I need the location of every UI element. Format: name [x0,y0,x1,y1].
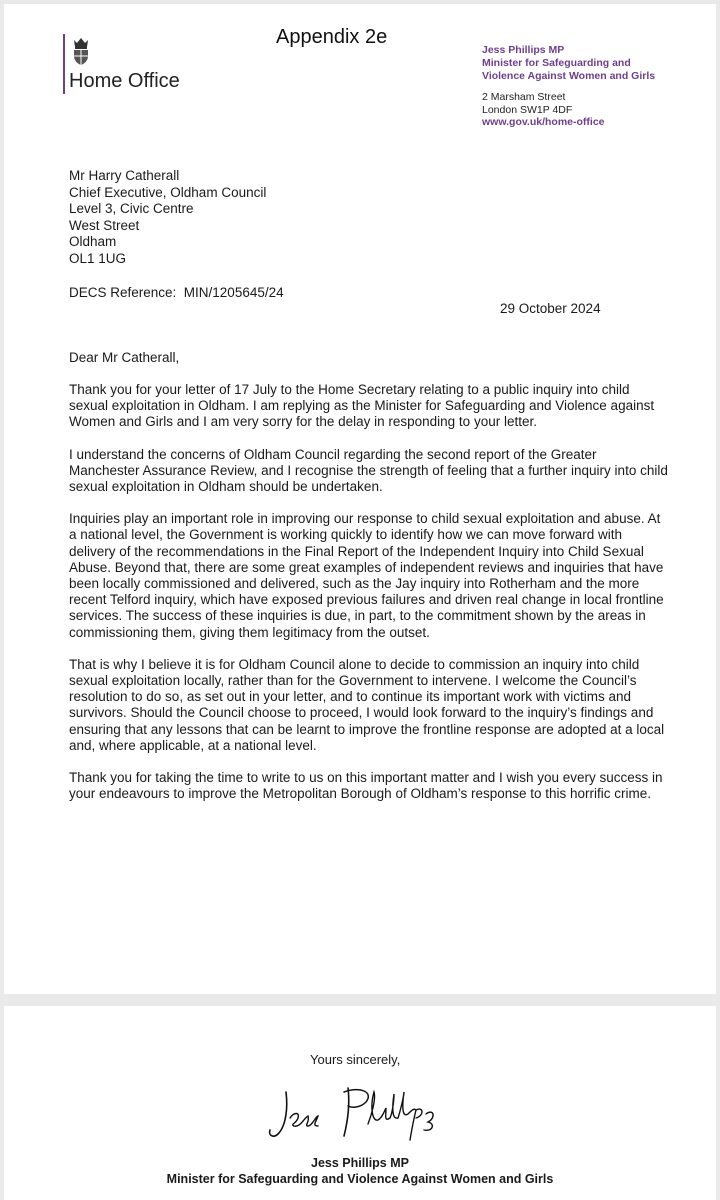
minister-name: Jess Phillips MP [482,44,565,56]
letter-date: 29 October 2024 [500,301,601,316]
address-line2: London SW1P 4DF [482,103,573,116]
signatory-title: Minister for Safeguarding and Violence Against Women and Girls [166,1172,554,1186]
minister-title-line2: Violence Against Women and Girls [482,70,656,82]
body-paragraph: Thank you for your letter of 17 July to the Home Secretary relating to a public inquiry into child sexual exploitation in Oldham. I am replying as the Minister for Safeguarding and Violence against Women and Girls and I am very sorry for the delay in responding to your letter. [69,382,655,430]
handwritten-signature [264,1078,454,1144]
recipient-line: Oldham [69,234,117,249]
body-paragraph: Inquiries play an important role in improving our response to child sexual exploitation and abuse. At a national level, the Government is working quickly to identify how we can move forward with delivery of the recommendations in the Final Report of the Independent Inquiry into Child Sexual Abuse. Beyond that, there are some great examples of independent reviews and inquiries that have been locally commissioned and delivered, such as the Jay inquiry into Rotherham and the more recent Telford inquiry, which have exposed previous failures and driven real change in local frontline services. The success of these inquiries is due, in part, to the commitment shown by the areas in commissioning them, giving them legitimacy from the outset. [69,511,664,640]
website-link[interactable]: www.gov.uk/home-office [482,116,605,128]
appendix-label: Appendix 2e [276,26,388,48]
department-name: Home Office [69,70,180,92]
letter-body [69,382,669,818]
body-paragraph: That is why I believe it is for Oldham Council alone to decide to commission an inquiry into child sexual exploitation locally, rather than for the Government to intervene. I welcome the Council’s resolution to do so, as set out in your letter, and to continue its important work with victims and survivors. Should the Council choose to proceed, I would look forward to the inquiry’s findings and ensuring that any lessons that can be learnt to improve the frontline response are adopted at a local and, where applicable, at a national level. [69,656,665,753]
sender-address [482,91,605,129]
body-paragraph: Thank you for taking the time to write to us on this important matter and I wish you every success in your endeavours to improve the Metropolitan Borough of Oldham’s response to this horrific crime. [69,770,663,802]
recipient-line: West Street [69,217,140,233]
minister-title-line1: Minister for Safeguarding and [482,57,631,69]
recipient-line: Mr Harry Catherall [69,168,180,183]
recipient-line: Level 3, Civic Centre [69,201,194,216]
minister-header [482,44,655,83]
brand-rule [63,34,65,94]
address-line1: 2 Marsham Street [482,91,566,103]
recipient-line: Chief Executive, Oldham Council [69,184,267,200]
signatory-name: Jess Phillips MP [311,1156,409,1170]
royal-crest-icon [68,36,94,66]
closing-line: Yours sincerely, [310,1052,401,1067]
body-paragraph: I understand the concerns of Oldham Council regarding the second report of the Greater Manchester Assurance Review, and I recognise the strength of feeling that a further inquiry into child sexual exploitation in Oldham should be undertaken. [69,446,668,495]
salutation: Dear Mr Catherall, [69,350,180,365]
recipient-line: OL1 1UG [69,250,127,266]
recipient-address [69,168,266,267]
reference-number: DECS Reference: MIN/1205645/24 [69,285,284,300]
